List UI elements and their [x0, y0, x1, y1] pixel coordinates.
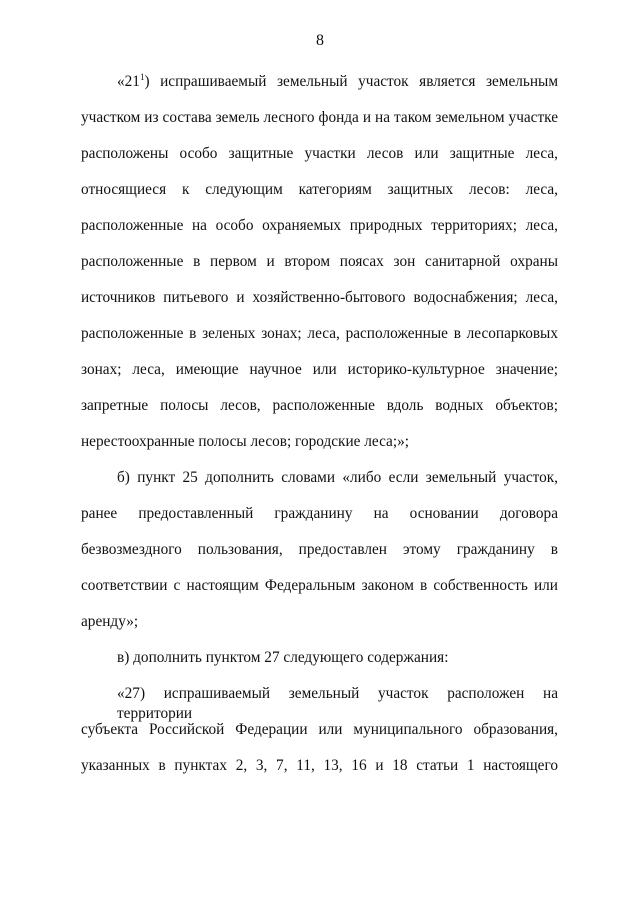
text-line: [81, 576, 558, 596]
text-line: [81, 504, 558, 524]
text-line-content: зонах; леса, имеющие научное или историко-культурное значение;: [81, 361, 558, 378]
text-line: [117, 468, 558, 488]
text-line: [117, 684, 558, 722]
text-line-content: соответствии с настоящим Федеральным законом в собственность или: [81, 577, 558, 594]
text-line: [117, 648, 558, 668]
text-line: [81, 180, 558, 200]
text-line-content: аренду»;: [81, 613, 139, 630]
text-line-content: б) пункт 25 дополнить словами «либо если земельный участок,: [117, 469, 558, 486]
text-line: [81, 252, 558, 272]
text-line-content: расположенные в зеленых зонах; леса, расположенные в лесопарковых: [81, 325, 558, 342]
page-number: 8: [316, 32, 324, 49]
text-line: [81, 360, 558, 380]
text-line-content: «27) испрашиваемый земельный участок расположен на территории: [117, 685, 558, 722]
text-line: [81, 324, 558, 344]
text-line: [81, 216, 558, 236]
text-line: [81, 432, 558, 452]
text-line-content: безвозмездного пользования, предоставлен этому гражданину в: [81, 541, 558, 558]
text-line-content: участком из состава земель лесного фонда и на таком земельном участке: [81, 109, 558, 126]
text-line-content: «21: [117, 73, 140, 90]
text-line: [81, 756, 558, 776]
text-line-content: расположенные на особо охраняемых природных территориях; леса,: [81, 217, 558, 234]
text-line-content: относящиеся к следующим категориям защитных лесов: леса,: [81, 181, 558, 198]
text-line: [81, 144, 558, 164]
text-line-content: субъекта Российской Федерации или муниципального образования,: [81, 721, 558, 738]
text-line: [81, 108, 558, 128]
text-line: [81, 396, 558, 416]
text-line: [81, 612, 558, 632]
text-line: [81, 288, 558, 308]
text-line-content: расположенные в первом и втором поясах зон санитарной охраны: [81, 253, 558, 270]
text-line: [81, 540, 558, 560]
text-line-content: нерестоохранные полосы лесов; городские леса;»;: [81, 433, 409, 450]
text-line: [81, 720, 558, 740]
text-line-content: ранее предоставленный гражданину на основании договора: [81, 505, 558, 522]
text-line-content: источников питьевого и хозяйственно-бытового водоснабжения; леса,: [81, 289, 558, 306]
text-line-content: указанных в пунктах 2, 3, 7, 11, 13, 16 и 18 статьи 1 настоящего: [81, 757, 558, 774]
text-line-content: в) дополнить пунктом 27 следующего содержания:: [117, 649, 449, 666]
text-line-continuation: ) испрашиваемый земельный участок является земельным: [144, 73, 558, 90]
text-line-content: расположены особо защитные участки лесов или защитные леса,: [81, 145, 558, 162]
text-line: [117, 72, 558, 92]
superscript: 1: [139, 72, 145, 82]
text-line-content: запретные полосы лесов, расположенные вдоль водных объектов;: [81, 397, 558, 414]
